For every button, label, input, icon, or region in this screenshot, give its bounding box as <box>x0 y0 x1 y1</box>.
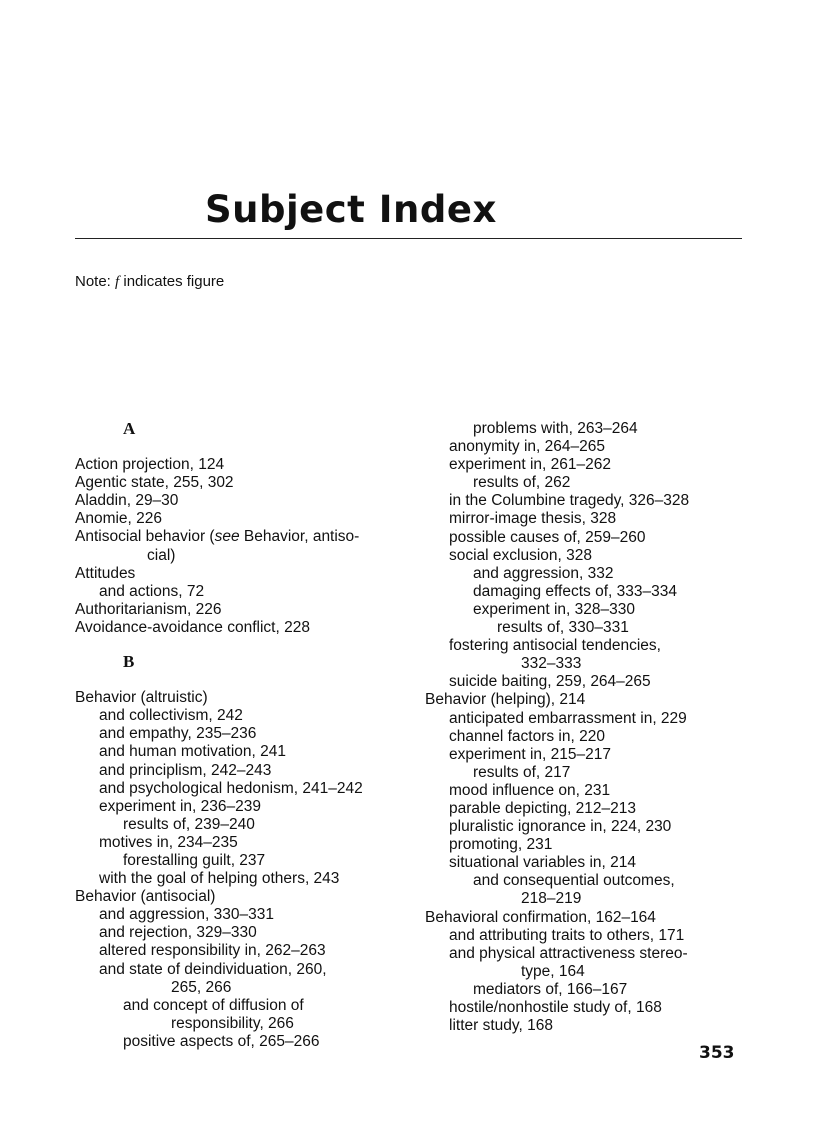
entry-text: Behavior, antiso- <box>239 528 360 546</box>
index-subentry: and consequential outcomes, <box>473 872 675 890</box>
index-subentry: possible causes of, 259–260 <box>449 528 646 546</box>
index-subentry: experiment in, 236–239 <box>99 797 262 815</box>
index-subentry: suicide baiting, 259, 264–265 <box>449 673 651 691</box>
index-subentry: social exclusion, 328 <box>449 546 593 564</box>
index-subentry: mediators of, 166–167 <box>473 980 628 998</box>
index-column-left <box>75 420 415 1051</box>
index-subentry: parable depicting, 212–213 <box>449 799 637 817</box>
index-subentry: anticipated embarrassment in, 229 <box>449 709 687 727</box>
index-subentry: and physical attractiveness stereo- <box>449 944 688 962</box>
index-entry: Aladdin, 29–30 <box>75 492 179 510</box>
note-italic: f <box>115 274 120 290</box>
index-subentry: and principlism, 242–243 <box>99 761 272 779</box>
index-subentry: and aggression, 332 <box>473 564 614 582</box>
entry-see: see <box>214 528 240 546</box>
index-subentry: and psychological hedonism, 241–242 <box>99 779 363 797</box>
index-entry: Attitudes <box>75 564 136 582</box>
index-entry-continuation: type, 164 <box>521 962 585 980</box>
index-subentry: experiment in, 215–217 <box>449 745 612 763</box>
index-subentry: and actions, 72 <box>99 582 205 600</box>
index-subentry: motives in, 234–235 <box>99 833 238 851</box>
index-subentry: results of, 262 <box>473 474 571 492</box>
index-entry-continuation: responsibility, 266 <box>171 1014 294 1032</box>
index-subentry: problems with, 263–264 <box>473 420 638 437</box>
index-entry: Agentic state, 255, 302 <box>75 474 234 492</box>
index-subentry: and empathy, 235–236 <box>99 725 257 743</box>
index-entry-continuation: cial) <box>147 546 176 564</box>
index-subentry: results of, 330–331 <box>497 619 629 637</box>
index-note <box>75 273 224 291</box>
entry-text: Antisocial behavior ( <box>75 528 215 546</box>
index-subentry: and concept of diffusion of <box>123 996 304 1014</box>
title-rule <box>75 238 742 239</box>
index-subentry: mood influence on, 231 <box>449 781 611 799</box>
index-subentry: situational variables in, 214 <box>449 854 636 872</box>
index-subentry: and rejection, 329–330 <box>99 924 257 942</box>
index-subentry: and collectivism, 242 <box>99 707 243 725</box>
page-number: 353 <box>699 1043 735 1063</box>
note-suffix: indicates figure <box>119 273 225 290</box>
index-subentry: channel factors in, 220 <box>449 727 605 745</box>
index-subentry: forestalling guilt, 237 <box>123 851 266 869</box>
index-entry: Action projection, 124 <box>75 456 225 474</box>
index-subentry: results of, 239–240 <box>123 815 255 833</box>
index-subentry: anonymity in, 264–265 <box>449 438 605 456</box>
index-subentry: experiment in, 261–262 <box>449 456 612 474</box>
index-subentry: pluralistic ignorance in, 224, 230 <box>449 818 672 836</box>
index-entry: Behavior (antisocial) <box>75 888 216 906</box>
index-entry: Behavior (altruistic) <box>75 689 208 707</box>
index-subentry: positive aspects of, 265–266 <box>123 1032 320 1050</box>
section-letter: A <box>123 419 136 438</box>
index-column-right <box>425 420 755 1035</box>
index-entry <box>75 528 415 546</box>
index-subentry: and attributing traits to others, 171 <box>449 926 685 944</box>
index-subentry: hostile/nonhostile study of, 168 <box>449 999 662 1016</box>
index-entry-continuation: 332–333 <box>521 655 582 673</box>
index-entry: Authoritarianism, 226 <box>75 600 222 618</box>
index-entry: Anomie, 226 <box>75 510 163 528</box>
page-title: Subject Index <box>205 188 497 231</box>
section-letter: B <box>123 652 135 672</box>
index-subentry: promoting, 231 <box>449 836 553 854</box>
index-subentry: altered responsibility in, 262–263 <box>99 942 326 960</box>
index-subentry: with the goal of helping others, 243 <box>99 870 340 888</box>
index-subentry: and human motivation, 241 <box>99 743 286 761</box>
index-subentry: and aggression, 330–331 <box>99 906 274 924</box>
index-subentry: fostering antisocial tendencies, <box>449 637 661 655</box>
index-subentry: results of, 217 <box>473 763 571 781</box>
note-prefix: Note: <box>75 273 116 290</box>
index-entry-continuation: 265, 266 <box>171 978 232 996</box>
index-entry: Behavior (helping), 214 <box>425 691 586 709</box>
index-entry-continuation: 218–219 <box>521 890 582 908</box>
index-subentry: in the Columbine tragedy, 326–328 <box>449 492 690 510</box>
index-subentry: damaging effects of, 333–334 <box>473 582 677 600</box>
index-subentry: litter study, 168 <box>449 1017 553 1035</box>
index-entry: Behavioral confirmation, 162–164 <box>425 908 656 926</box>
index-subentry: experiment in, 328–330 <box>473 600 636 618</box>
index-entry: Avoidance-avoidance conflict, 228 <box>75 618 310 636</box>
index-subentry: and state of deindividuation, 260, <box>99 960 327 978</box>
index-subentry: mirror-image thesis, 328 <box>449 510 617 528</box>
